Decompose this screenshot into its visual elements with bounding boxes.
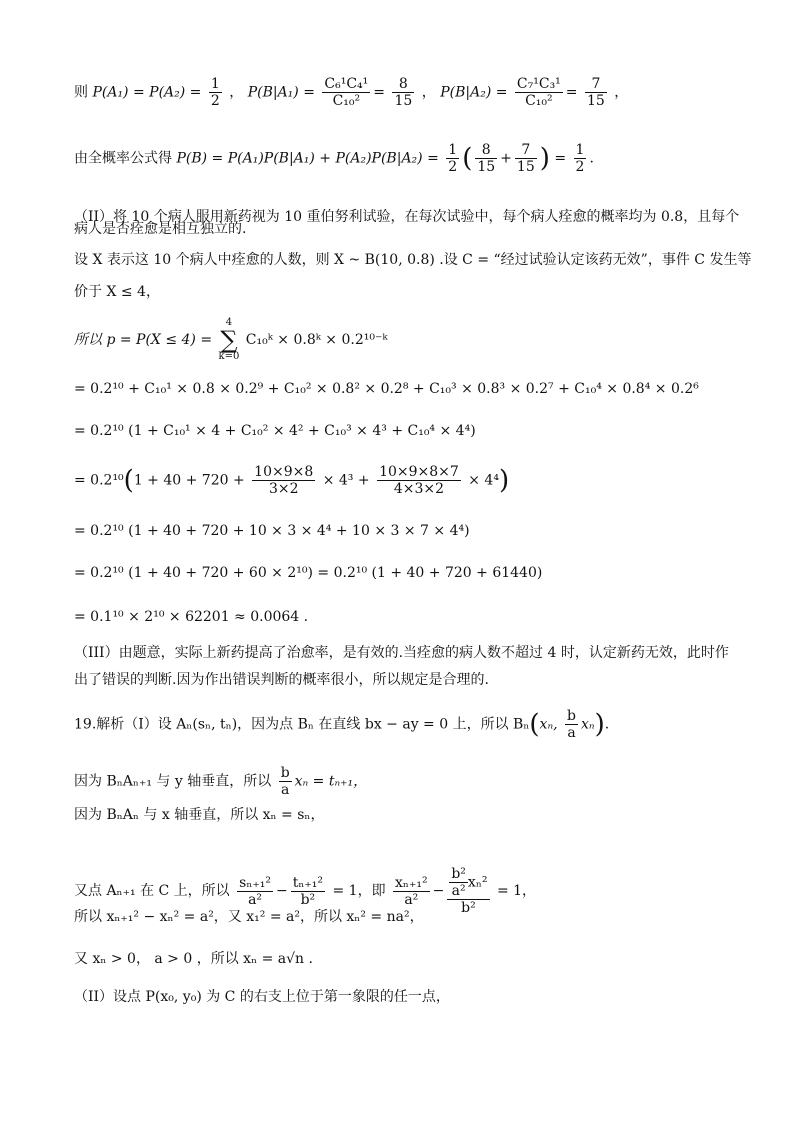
equation-step-4: = 0.2¹⁰ (1 + 40 + 720 + 10 × 3 × 4⁴ + 10 × 3 × 7 × 4⁴) [74,523,470,539]
fraction: $\frac{\text{C₆¹C₄¹}}{\text{C₁₀²}}$ [324,76,369,110]
fraction: $\frac{\text{sₙ₊₁²}}{\text{a²}}$ [239,874,271,908]
fraction: $\frac{\text{C₇¹C₃¹}}{\text{C₁₀²}}$ [516,76,561,110]
fraction: $\frac{b}{a}$ [280,765,290,799]
line-total-probability: 由全概率公式得 P(B) = P(A₁)P(B|A₁) + P(A₂)P(B|A₂) = $\frac{1}{2}$ ( $\frac{8}{15}$ + $\frac{7}{15}$ ) = $\frac{1}{2}$ . [74,142,594,176]
paragraph-define-x: 设 X 表示这 10 个病人中痊愈的人数，则 X ~ B(10, 0.8) .设 C = “经过试验认定该药无效”，事件 C 发生等 [74,252,752,268]
equation-step-1: = 0.2¹⁰ + C₁₀¹ × 0.8 × 0.2⁹ + C₁₀² × 0.8² × 0.2⁸ + C₁₀³ × 0.8³ × 0.2⁷ + C₁₀⁴ × 0.8⁴ × 0.2⁶ [74,381,699,397]
problem-19-heading: 19.解析（I）设 Aₙ(sₙ, tₙ)，因为点 Bₙ 在直线 bx − ay = 0 上，所以 Bₙ(xₙ, $\frac{b}{a}$ xₙ). [74,708,610,742]
paragraph-part-ii: （II）将 10 个病人服用新药视为 10 重伯努利试验，在每次试验中，每个病人痊愈的概率均为 0.8，且每个 [74,209,740,225]
fraction: $\frac{7}{15}$ [516,142,535,176]
line-prob-values: 则 P(A₁) = P(A₂) = $\frac{1}{2}$ ， P(B|A₁) = $\frac{\text{C₆¹C₄¹}}{\text{C₁₀²}}$ = $\frac{8}{15}$ ， P(B|A₂) = $\frac{\text{C₇¹C₃¹}}{\text{C₁₀²}}$ = $\frac{7}{15}$ ， [74,76,629,110]
equation-step-3: = 0.2¹⁰(1 + 40 + 720 + $\frac{10\times 9\times 8}{3\times 2}$ × 4³ + $\frac{10\times 9\times 8\times 7}{4\times 3\times 2}$ × 4⁴) [74,464,510,498]
fraction: $\frac{\text{tₙ₊₁²}}{\text{b²}}$ [292,874,324,908]
line-on-curve: 又点 Aₙ₊₁ 在 C 上，所以 $\frac{\text{sₙ₊₁²}}{\text{a²}}$ − $\frac{\text{tₙ₊₁²}}{\text{b²}}$ = 1，即 $\frac{\text{xₙ₊₁²}}{\text{a²}}$ − $\frac{\text{b²}}{\text{a²}}$ xₙ² b² = 1， [74,866,537,917]
fraction: $\frac{8}{15}$ [394,76,413,110]
equation-result: = 0.1¹⁰ × 2¹⁰ × 62201 ≈ 0.0064 . [74,609,309,625]
fraction: $\frac{8}{15}$ [477,142,496,176]
fraction: $\frac{10\times 9\times 8\times 7}{4\times 3\times 2}$ [379,464,459,498]
paragraph-part-iii: （III）由题意，实际上新药提高了治愈率，是有效的.当痊愈的病人数不超过 4 时，认定新药无效，此时作 [74,645,729,661]
fraction: $\frac{10\times 9\times 8}{3\times 2}$ [254,464,314,498]
paragraph-part-ii-19: （II）设点 P(x₀, y₀) 为 C 的右支上位于第一象限的任一点， [74,989,450,1005]
line-perp-y: 因为 BₙAₙ₊₁ 与 y 轴垂直，所以 $\frac{b}{a}$ xₙ = tₙ₊₁， [74,765,368,799]
equation-step-2: = 0.2¹⁰ (1 + C₁₀¹ × 4 + C₁₀² × 4² + C₁₀³ × 4³ + C₁₀⁴ × 4⁴) [74,423,476,439]
fraction: $\frac{\text{xₙ₊₁²}}{\text{a²}}$ [395,874,428,908]
line-perp-x: 因为 BₙAₙ 与 x 轴垂直，所以 xₙ = sₙ， [74,807,325,823]
fraction: $\frac{7}{15}$ [586,76,605,110]
paragraph-part-iii-cont: 出了错误的判断.因为作出错误判断的概率很小，所以规定是合理的. [74,672,489,688]
summation-symbol: 4 ∑ k=0 [218,317,240,362]
line-conclusion: 又 xₙ > 0， a > 0 ，所以 xₙ = a√n . [74,951,313,967]
fraction: $\frac{b}{a}$ [567,708,576,742]
paragraph-define-x-cont: 价于 X ≤ 4， [74,284,160,300]
equation-sum: 所以 p = P(X ≤ 4) = 4 ∑ k=0 C₁₀ᵏ × 0.8ᵏ × 0.2¹⁰⁻ᵏ [74,317,388,362]
paragraph-part-ii-cont: 病人是否痊愈是相互独立的. [74,221,247,237]
fraction: $\frac{1}{2}$ [575,142,585,176]
fraction: $\frac{1}{2}$ [210,76,220,110]
nested-fraction: $\frac{\text{b²}}{\text{a²}}$ xₙ² b² [447,866,489,916]
line-recurrence: 所以 xₙ₊₁² − xₙ² = a²，又 x₁² = a²，所以 xₙ² = na²， [74,909,424,925]
equation-step-5: = 0.2¹⁰ (1 + 40 + 720 + 60 × 2¹⁰) = 0.2¹⁰ (1 + 40 + 720 + 61440) [74,565,543,581]
fraction: $\frac{1}{2}$ [448,142,458,176]
